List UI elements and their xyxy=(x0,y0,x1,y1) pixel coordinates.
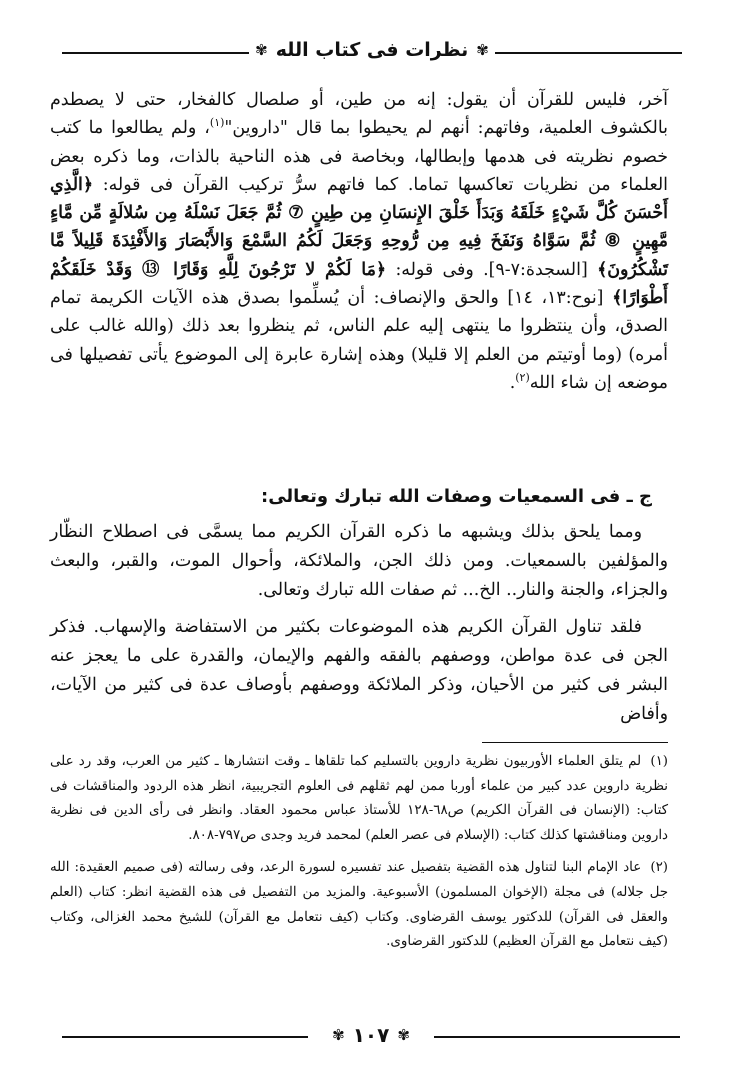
header-rule-left xyxy=(62,52,272,54)
section-text xyxy=(50,518,668,729)
verse-citation: [السجدة:٧-٩]. وفى قوله: xyxy=(395,259,588,280)
footer-rule-right xyxy=(434,1036,680,1038)
footnote xyxy=(50,750,668,848)
running-header xyxy=(62,32,682,68)
paragraph: آخر، فليس للقرآن أن يقول: إنه من طين، أو صلصال كالفخار، حتى لا يصطدم بالكشوف العلمية، وفاتهم: أنهم لم يحيطوا بما قال "داروين"$^{(١)}$، ولم يطالعوا ما كتب خصوم نظريته فى هدمها وإبطالها، وبخاصة فى هذه الناحية بالذات، وما ذكره بعض العلماء من نظريات تعاكسها تماما. كما فاتهم سرُّ تركيب القرآن فى قوله: ﴿الَّذِي أَحْسَنَ كُلَّ شَيْءٍ خَلَقَهُ وَبَدَأَ خَلْقَ الإِنسَانِ مِن طِينٍ ⑦ ثُمَّ جَعَلَ نَسْلَهُ مِن سُلالَةٍ مِّن مَّاءٍ مَّهِينٍ ⑧ ثُمَّ سَوَّاهُ وَنَفَخَ فِيهِ مِن رُّوحِهِ وَجَعَلَ لَكُمُ السَّمْعَ وَالأَبْصَارَ وَالأَفْئِدَةَ قَلِيلاً مَّا تَشْكُرُونَ﴾ [السجدة:٧-٩]. وفى قوله: ﴿مَا لَكُمْ لا تَرْجُونَ لِلَّهِ وَقَارًا ⑬ وَقَدْ خَلَقَكُمْ أَطْوَارًا﴾ [نوح:١٣، ١٤] والحق والإنصاف: أن يُسلِّموا بصدق هذه الآيات الكريمة تمام الصدق، وأن ينتظروا ما ينتهى إليه علم الناس، ثم ينظروا بعد ذلك (والله غالب على أمره) (وما أوتيتم من العلم إلا قليلا) وهذه إشارة عابرة إلى الموضوع يأتى تفصيلها فى موضعه إن شاء الله$^{(٢)}$. xyxy=(50,90,668,393)
paragraph: فلقد تناول القرآن الكريم هذه الموضوعات بكثير من الاستفاضة والإسهاب. فذكر الجن فى عدة مواطن، ووصفهم بالفقه والفهم والإيمان، والقدرة على ما يعجز عنه البشر فى كثير من الأحيان، وذكر الملائكة ووصفهم بأوصاف عدة فى كثير من الآيات، وأفاض xyxy=(50,617,668,724)
running-title: نظرات فى كتاب الله xyxy=(275,39,469,61)
footer-rule-left xyxy=(62,1036,308,1038)
footnote-ref: (١) xyxy=(209,116,225,130)
page-footer xyxy=(62,1020,680,1050)
floral-ornament-icon: ✾ xyxy=(255,40,268,59)
footnote-text: لم يتلق العلماء الأوربيون نظرية داروين بالتسليم كما تلقاها ـ وقت انتشارها ـ كثير من العرب، وقد رد على نظرية داروين عدد كبير من علماء أوربا ممن لهم ثقلهم فى العلوم التجريبية، انظر هذه الردود والمناقشات فى كتاب: (الإنسان فى القرآن الكريم) ص٦٨-١٢٨ للأستاذ عباس محمود العقاد. وانظر فى رأى الدين فى نظرية داروين ومناقشتها كذلك كتاب: (الإسلام فى عصر العلم) لمحمد فريد وجدى ص٧٩٧-٨٠٨. xyxy=(50,754,668,843)
floral-ornament-icon: ✾ xyxy=(476,40,489,59)
paragraph: ومما يلحق بذلك ويشبهه ما ذكره القرآن الكريم مما يسمَّى فى اصطلاح النظّار والمؤلفين بالسمعيات. ومن ذلك الجن، والملائكة، وأحوال الموت، والقبر، والبعث والجزاء، والجنة والنار.. الخ... ثم صفات الله تبارك وتعالى. xyxy=(50,522,668,600)
footnote xyxy=(50,856,668,954)
main-text xyxy=(50,86,668,397)
footnote-number: (٢) xyxy=(650,860,668,876)
footnote-text: عاد الإمام البنا لتناول هذه القضية بتفصيل عند تفسيره لسورة الرعد، وفى رسالته (فى صميم العقيدة: الله جل جلاله) فى مجلة (الإخوان المسلمون) الأسبوعية. والمزيد من التفصيل فى هذه القضية انظر: كتاب (العلم والعقل فى القرآن) للدكتور يوسف القرضاوى. وكتاب (كيف نتعامل مع القرآن) للشيخ محمد الغزالى، وكتاب (كيف نتعامل مع القرآن العظيم) للدكتور القرضاوى. xyxy=(50,860,668,950)
footnote-number: (١) xyxy=(650,754,668,769)
floral-ornament-icon: ✾ xyxy=(332,1025,345,1044)
footnote-separator xyxy=(482,742,668,743)
floral-ornament-icon: ✾ xyxy=(397,1025,410,1044)
page-number: ١٠٧ xyxy=(352,1023,390,1047)
section-heading: ج ـ فى السمعيات وصفات الله تبارك وتعالى: xyxy=(261,486,652,507)
footnotes xyxy=(50,750,668,955)
quran-verse: ﴿الَّذِي أَحْسَنَ كُلَّ شَيْءٍ خَلَقَهُ وَبَدَأَ خَلْقَ الإِنسَانِ مِن طِينٍ ⑦ ثُمَّ جَعَلَ نَسْلَهُ مِن سُلالَةٍ مِّن مَّاءٍ مَّهِينٍ ⑧ ثُمَّ سَوَّاهُ وَنَفَخَ فِيهِ مِن رُّوحِهِ وَجَعَلَ لَكُمُ السَّمْعَ وَالأَبْصَارَ وَالأَفْئِدَةَ قَلِيلاً مَّا تَشْكُرُونَ﴾ xyxy=(50,174,668,280)
footnote-ref: (٢) xyxy=(515,371,530,385)
header-rule-right xyxy=(472,52,682,54)
quran-verse: ﴿مَا لَكُمْ لا تَرْجُونَ لِلَّهِ وَقَارًا ⑬ وَقَدْ خَلَقَكُمْ أَطْوَارًا﴾ xyxy=(50,259,668,309)
